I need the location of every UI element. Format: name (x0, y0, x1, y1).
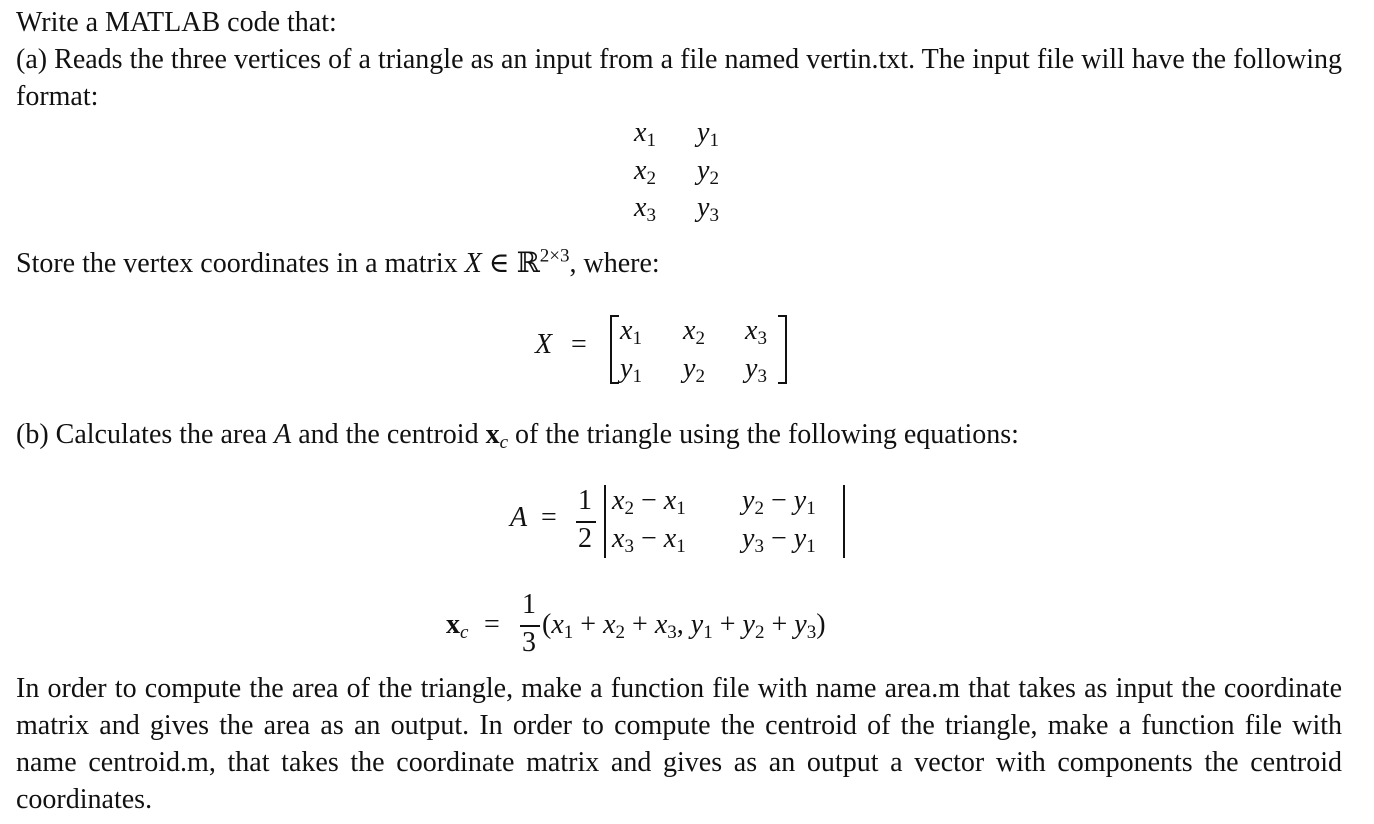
part-b-text: (b) Calculates the area A and the centroid $x_c$ of the triangle using the following equations: (16, 419, 1019, 453)
matrix-y1: $y_1$ (620, 353, 642, 387)
det-r1c1: $x_2 - x_1$ (612, 485, 686, 519)
matrix-bracket-right-top (778, 315, 787, 317)
det-bar-left (604, 485, 606, 558)
format-y2: $y_2$ (697, 155, 719, 189)
final-paragraph: In order to compute the area of the triangle, make a function file with name area.m that takes as input the coordinate matrix and gives the area as an output. In order to compute the centroid of the triangle, make a function file with name centroid.m, that takes the coordinate matrix and gives as an output a vector with components the centroid coordinates. (16, 673, 1342, 815)
matrix-bracket-left-bottom (610, 382, 619, 384)
matrix-bracket-left (610, 315, 612, 384)
det-bar-right (843, 485, 845, 558)
matrix-bracket-right (785, 315, 787, 384)
format-y1: $y_1$ (697, 117, 719, 151)
matrix-bracket-right-bottom (778, 382, 787, 384)
centroid-fraction-den: 3 (522, 627, 536, 658)
area-lhs: A (510, 502, 528, 533)
area-fraction-den: 2 (578, 523, 592, 554)
matrix-x1: $x_1$ (620, 315, 642, 349)
matrix-equals: = (571, 329, 587, 360)
det-r2c2: $y_3 - y_1$ (742, 523, 816, 557)
area-fraction-num: 1 (578, 485, 592, 516)
centroid-tuple: ($x_1 + x_2 + x_3$, $y_1 + y_2 + y_3$) (542, 609, 826, 643)
matrix-x2: $x_2$ (683, 315, 705, 349)
matrix-bracket-left-top (610, 315, 619, 317)
det-r1c2: $y_2 - y_1$ (742, 485, 816, 519)
centroid-fraction-num: 1 (522, 589, 536, 620)
matrix-y3: $y_3$ (745, 353, 767, 387)
format-x2: $x_2$ (634, 155, 656, 189)
format-x3: $x_3$ (634, 192, 656, 226)
centroid-equals: = (484, 609, 500, 640)
det-r2c1: $x_3 - x_1$ (612, 523, 686, 557)
store-sentence: Store the vertex coordinates in a matrix X ∈ ℝ$^{2\times 3}$, where: (16, 245, 660, 279)
format-x1: $x_1$ (634, 117, 656, 151)
part-a-text: (a) Reads the three vertices of a triangle as an input from a file named vertin.txt. The input file will have the following format: (16, 44, 1342, 112)
matrix-y2: $y_2$ (683, 353, 705, 387)
matrix-x3: $x_3$ (745, 315, 767, 349)
area-equals: = (541, 502, 557, 533)
format-y3: $y_3$ (697, 192, 719, 226)
centroid-lhs: $x_c$ (446, 609, 469, 643)
line-intro: Write a MATLAB code that: (16, 7, 337, 38)
matrix-lhs: X (535, 329, 553, 360)
